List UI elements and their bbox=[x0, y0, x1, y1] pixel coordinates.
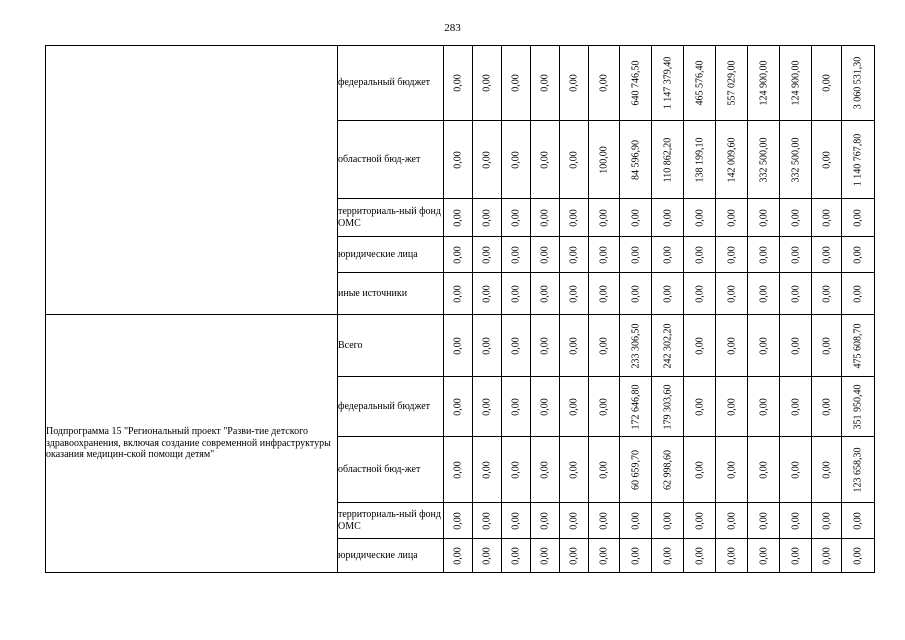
value-text: 60 659,70 bbox=[629, 449, 641, 490]
value-cell bbox=[531, 237, 560, 273]
value-text: 0,00 bbox=[820, 336, 832, 355]
value-cell bbox=[589, 46, 620, 121]
value-text: 0,00 bbox=[510, 150, 522, 169]
value-cell bbox=[502, 46, 531, 121]
value-text: 124 900,00 bbox=[757, 60, 769, 106]
funding-source-cell: Всего bbox=[338, 315, 444, 377]
value-text: 0,00 bbox=[598, 460, 610, 479]
value-text: 0,00 bbox=[789, 397, 801, 416]
value-text: 0,00 bbox=[725, 397, 737, 416]
value-cell bbox=[652, 503, 684, 539]
value-text: 0,00 bbox=[598, 511, 610, 530]
value-cell bbox=[812, 539, 842, 573]
value-text: 0,00 bbox=[452, 336, 464, 355]
value-text: 0,00 bbox=[757, 245, 769, 264]
value-cell bbox=[560, 315, 589, 377]
funding-source-cell: юридические лица bbox=[338, 237, 444, 273]
value-text: 0,00 bbox=[481, 284, 493, 303]
value-cell bbox=[780, 315, 812, 377]
value-cell bbox=[531, 377, 560, 437]
value-cell bbox=[780, 377, 812, 437]
value-text: 0,00 bbox=[481, 546, 493, 565]
value-text: 124 900,00 bbox=[789, 60, 801, 106]
value-cell bbox=[560, 237, 589, 273]
value-text: 0,00 bbox=[510, 336, 522, 355]
value-text: 233 306,50 bbox=[629, 323, 641, 368]
value-cell bbox=[620, 46, 652, 121]
value-text: 0,00 bbox=[481, 336, 493, 355]
value-text: 0,00 bbox=[693, 245, 705, 264]
value-cell bbox=[780, 46, 812, 121]
value-text: 0,00 bbox=[693, 397, 705, 416]
value-text: 0,00 bbox=[757, 511, 769, 530]
value-cell bbox=[716, 315, 748, 377]
value-text: 0,00 bbox=[452, 150, 464, 169]
funding-source-cell: территориаль-ный фонд ОМС bbox=[338, 199, 444, 237]
value-cell bbox=[473, 199, 502, 237]
value-text: 0,00 bbox=[452, 245, 464, 264]
value-text: 0,00 bbox=[598, 336, 610, 355]
value-text: 0,00 bbox=[481, 397, 493, 416]
value-text: 0,00 bbox=[452, 74, 464, 92]
value-text: 0,00 bbox=[598, 546, 610, 565]
value-text: 0,00 bbox=[510, 397, 522, 416]
value-cell bbox=[531, 539, 560, 573]
value-text: 0,00 bbox=[568, 511, 580, 530]
value-cell bbox=[652, 121, 684, 199]
funding-source-cell: иные источники bbox=[338, 273, 444, 315]
value-text: 0,00 bbox=[725, 460, 737, 479]
value-text: 110 862,20 bbox=[661, 137, 673, 182]
value-text: 0,00 bbox=[452, 208, 464, 227]
value-cell bbox=[589, 503, 620, 539]
value-text: 0,00 bbox=[629, 546, 641, 565]
value-text: 0,00 bbox=[481, 74, 493, 92]
value-cell bbox=[716, 437, 748, 503]
value-cell bbox=[842, 46, 875, 121]
value-text: 0,00 bbox=[820, 284, 832, 303]
program-name-cell bbox=[46, 46, 338, 315]
value-cell bbox=[620, 539, 652, 573]
value-text: 0,00 bbox=[820, 460, 832, 479]
value-cell bbox=[684, 46, 716, 121]
value-cell bbox=[531, 46, 560, 121]
value-text: 0,00 bbox=[539, 546, 551, 565]
value-text: 0,00 bbox=[725, 208, 737, 227]
value-text: 0,00 bbox=[820, 397, 832, 416]
value-text: 0,00 bbox=[598, 208, 610, 227]
value-cell bbox=[444, 121, 473, 199]
value-text: 0,00 bbox=[789, 284, 801, 303]
value-cell bbox=[748, 237, 780, 273]
value-cell bbox=[531, 315, 560, 377]
value-text: 0,00 bbox=[757, 460, 769, 479]
budget-table bbox=[45, 45, 875, 573]
value-cell bbox=[444, 503, 473, 539]
value-cell bbox=[748, 273, 780, 315]
value-text: 0,00 bbox=[725, 546, 737, 565]
value-text: 0,00 bbox=[693, 546, 705, 565]
value-text: 3 060 531,30 bbox=[852, 56, 864, 110]
value-cell bbox=[812, 199, 842, 237]
value-cell bbox=[748, 377, 780, 437]
value-text: 0,00 bbox=[789, 245, 801, 264]
value-text: 0,00 bbox=[629, 284, 641, 303]
value-cell bbox=[812, 273, 842, 315]
value-text: 0,00 bbox=[725, 245, 737, 264]
value-cell bbox=[652, 46, 684, 121]
value-text: 0,00 bbox=[820, 208, 832, 227]
value-text: 0,00 bbox=[820, 245, 832, 264]
value-cell bbox=[589, 315, 620, 377]
value-text: 0,00 bbox=[539, 208, 551, 227]
value-cell bbox=[684, 199, 716, 237]
value-text: 0,00 bbox=[757, 397, 769, 416]
value-text: 0,00 bbox=[693, 460, 705, 479]
value-text: 0,00 bbox=[693, 284, 705, 303]
budget-table-body bbox=[46, 46, 875, 573]
funding-source-cell: территориаль-ный фонд ОМС bbox=[338, 503, 444, 539]
value-cell bbox=[560, 503, 589, 539]
value-cell bbox=[502, 237, 531, 273]
value-text: 0,00 bbox=[820, 150, 832, 169]
value-cell bbox=[748, 121, 780, 199]
value-text: 0,00 bbox=[539, 511, 551, 530]
value-cell bbox=[716, 237, 748, 273]
value-cell bbox=[531, 503, 560, 539]
value-cell bbox=[780, 503, 812, 539]
value-cell bbox=[812, 377, 842, 437]
value-text: 0,00 bbox=[693, 511, 705, 530]
value-cell bbox=[812, 237, 842, 273]
value-text: 0,00 bbox=[568, 74, 580, 92]
value-cell bbox=[502, 121, 531, 199]
value-cell bbox=[560, 121, 589, 199]
value-cell bbox=[780, 437, 812, 503]
value-cell bbox=[652, 437, 684, 503]
value-cell bbox=[748, 199, 780, 237]
value-text: 0,00 bbox=[510, 284, 522, 303]
value-cell bbox=[589, 377, 620, 437]
value-cell bbox=[502, 503, 531, 539]
value-cell bbox=[652, 273, 684, 315]
value-cell bbox=[842, 199, 875, 237]
value-text: 0,00 bbox=[481, 511, 493, 530]
value-cell bbox=[716, 121, 748, 199]
value-cell bbox=[589, 121, 620, 199]
value-text: 0,00 bbox=[629, 511, 641, 530]
value-cell bbox=[444, 199, 473, 237]
value-text: 0,00 bbox=[539, 397, 551, 416]
value-text: 0,00 bbox=[539, 150, 551, 169]
value-text: 0,00 bbox=[629, 245, 641, 264]
value-text: 0,00 bbox=[452, 397, 464, 416]
value-cell bbox=[684, 437, 716, 503]
value-text: 332 500,00 bbox=[789, 137, 801, 182]
value-text: 0,00 bbox=[568, 284, 580, 303]
value-cell bbox=[684, 121, 716, 199]
value-cell bbox=[652, 237, 684, 273]
value-text: 0,00 bbox=[757, 284, 769, 303]
value-cell bbox=[444, 539, 473, 573]
value-cell bbox=[502, 377, 531, 437]
value-cell bbox=[716, 273, 748, 315]
value-text: 123 658,30 bbox=[852, 447, 864, 492]
value-cell bbox=[473, 273, 502, 315]
value-text: 0,00 bbox=[568, 397, 580, 416]
value-cell bbox=[502, 539, 531, 573]
value-text: 0,00 bbox=[452, 460, 464, 479]
value-cell bbox=[684, 237, 716, 273]
value-text: 0,00 bbox=[852, 284, 864, 303]
value-cell bbox=[589, 273, 620, 315]
value-cell bbox=[684, 273, 716, 315]
value-text: 0,00 bbox=[852, 511, 864, 530]
value-cell bbox=[589, 437, 620, 503]
value-text: 557 029,00 bbox=[725, 60, 737, 106]
value-text: 0,00 bbox=[789, 460, 801, 479]
value-text: 0,00 bbox=[510, 208, 522, 227]
value-text: 0,00 bbox=[481, 150, 493, 169]
value-cell bbox=[716, 377, 748, 437]
value-cell bbox=[444, 377, 473, 437]
value-cell bbox=[812, 315, 842, 377]
value-cell bbox=[716, 199, 748, 237]
value-cell bbox=[842, 273, 875, 315]
value-cell bbox=[531, 437, 560, 503]
program-name-cell: Подпрограмма 15 "Региональный проект "Разви-тие детского здравоохранения, включая создание современной инфраструктуры оказания медицин-ской помощи детям" bbox=[46, 315, 338, 573]
value-cell bbox=[620, 377, 652, 437]
value-text: 475 608,70 bbox=[852, 323, 864, 368]
value-cell bbox=[620, 199, 652, 237]
value-cell bbox=[842, 437, 875, 503]
value-cell bbox=[748, 315, 780, 377]
value-cell bbox=[842, 503, 875, 539]
value-cell bbox=[684, 539, 716, 573]
value-text: 0,00 bbox=[757, 208, 769, 227]
value-text: 465 576,40 bbox=[693, 60, 705, 106]
value-text: 0,00 bbox=[539, 460, 551, 479]
value-cell bbox=[684, 503, 716, 539]
value-cell bbox=[842, 237, 875, 273]
value-text: 0,00 bbox=[568, 245, 580, 264]
value-text: 0,00 bbox=[510, 74, 522, 92]
value-text: 142 009,60 bbox=[725, 137, 737, 182]
value-text: 0,00 bbox=[598, 397, 610, 416]
value-cell bbox=[560, 539, 589, 573]
value-text: 0,00 bbox=[661, 511, 673, 530]
value-cell bbox=[812, 46, 842, 121]
value-text: 0,00 bbox=[510, 245, 522, 264]
value-text: 0,00 bbox=[568, 150, 580, 169]
value-cell bbox=[716, 46, 748, 121]
value-text: 0,00 bbox=[789, 208, 801, 227]
value-text: 0,00 bbox=[539, 336, 551, 355]
value-text: 0,00 bbox=[789, 546, 801, 565]
page-number: 283 bbox=[444, 22, 461, 34]
value-text: 0,00 bbox=[852, 546, 864, 565]
value-text: 0,00 bbox=[568, 208, 580, 227]
value-cell bbox=[652, 539, 684, 573]
value-cell bbox=[444, 315, 473, 377]
funding-source-cell: областной бюд-жет bbox=[338, 121, 444, 199]
value-cell bbox=[780, 237, 812, 273]
value-cell bbox=[589, 199, 620, 237]
value-text: 179 303,60 bbox=[661, 384, 673, 429]
value-cell bbox=[531, 121, 560, 199]
value-text: 0,00 bbox=[510, 511, 522, 530]
value-text: 0,00 bbox=[539, 284, 551, 303]
value-cell bbox=[620, 121, 652, 199]
value-cell bbox=[716, 539, 748, 573]
value-text: 0,00 bbox=[661, 208, 673, 227]
value-text: 351 950,40 bbox=[852, 384, 864, 429]
value-text: 0,00 bbox=[629, 208, 641, 227]
value-text: 0,00 bbox=[539, 245, 551, 264]
value-text: 0,00 bbox=[452, 284, 464, 303]
value-cell bbox=[560, 46, 589, 121]
value-text: 0,00 bbox=[820, 546, 832, 565]
value-cell bbox=[748, 503, 780, 539]
value-text: 0,00 bbox=[481, 460, 493, 479]
value-text: 0,00 bbox=[852, 208, 864, 227]
value-text: 332 500,00 bbox=[757, 137, 769, 182]
value-text: 0,00 bbox=[661, 546, 673, 565]
value-cell bbox=[502, 437, 531, 503]
value-cell bbox=[444, 237, 473, 273]
value-cell bbox=[748, 437, 780, 503]
value-cell bbox=[652, 315, 684, 377]
value-cell bbox=[620, 273, 652, 315]
value-cell bbox=[780, 273, 812, 315]
value-cell bbox=[780, 539, 812, 573]
value-text: 0,00 bbox=[452, 511, 464, 530]
value-cell bbox=[531, 199, 560, 237]
value-text: 0,00 bbox=[568, 546, 580, 565]
value-cell bbox=[812, 437, 842, 503]
value-text: 0,00 bbox=[598, 284, 610, 303]
value-cell bbox=[620, 503, 652, 539]
value-cell bbox=[502, 273, 531, 315]
table-row bbox=[46, 315, 875, 377]
value-cell bbox=[473, 539, 502, 573]
value-text: 0,00 bbox=[757, 336, 769, 355]
value-cell bbox=[473, 46, 502, 121]
value-cell bbox=[684, 377, 716, 437]
value-cell bbox=[812, 503, 842, 539]
value-text: 0,00 bbox=[598, 245, 610, 264]
value-text: 0,00 bbox=[820, 511, 832, 530]
value-cell bbox=[560, 437, 589, 503]
value-cell bbox=[842, 377, 875, 437]
funding-source-cell: федеральный бюджет bbox=[338, 46, 444, 121]
value-text: 640 746,50 bbox=[629, 60, 641, 106]
value-text: 1 147 379,40 bbox=[661, 56, 673, 110]
value-cell bbox=[473, 237, 502, 273]
value-cell bbox=[502, 199, 531, 237]
value-cell bbox=[842, 539, 875, 573]
value-cell bbox=[473, 503, 502, 539]
value-cell bbox=[652, 199, 684, 237]
value-cell bbox=[560, 377, 589, 437]
value-cell bbox=[444, 46, 473, 121]
value-text: 0,00 bbox=[789, 336, 801, 355]
value-cell bbox=[473, 437, 502, 503]
value-cell bbox=[473, 121, 502, 199]
value-cell bbox=[780, 199, 812, 237]
value-cell bbox=[589, 237, 620, 273]
value-text: 0,00 bbox=[789, 511, 801, 530]
value-text: 0,00 bbox=[693, 336, 705, 355]
value-cell bbox=[560, 199, 589, 237]
value-text: 84 596,90 bbox=[629, 139, 641, 180]
funding-source-cell: федеральный бюджет bbox=[338, 377, 444, 437]
value-text: 0,00 bbox=[481, 208, 493, 227]
value-text: 0,00 bbox=[452, 546, 464, 565]
value-cell bbox=[684, 315, 716, 377]
value-text: 0,00 bbox=[481, 245, 493, 264]
value-text: 0,00 bbox=[757, 546, 769, 565]
value-text: 0,00 bbox=[661, 284, 673, 303]
value-cell bbox=[780, 121, 812, 199]
value-text: 0,00 bbox=[693, 208, 705, 227]
value-text: 0,00 bbox=[598, 74, 610, 92]
value-cell bbox=[473, 377, 502, 437]
value-text: 0,00 bbox=[820, 74, 832, 92]
value-cell bbox=[716, 503, 748, 539]
value-text: 0,00 bbox=[510, 546, 522, 565]
value-cell bbox=[473, 315, 502, 377]
value-text: 0,00 bbox=[725, 284, 737, 303]
value-text: 62 998,60 bbox=[661, 449, 673, 490]
value-text: 1 140 767,80 bbox=[852, 133, 864, 186]
value-cell bbox=[531, 273, 560, 315]
value-cell bbox=[748, 46, 780, 121]
table-row bbox=[46, 46, 875, 121]
funding-source-cell: юридические лица bbox=[338, 539, 444, 573]
value-text: 0,00 bbox=[725, 336, 737, 355]
value-text: 0,00 bbox=[661, 245, 673, 264]
value-cell bbox=[652, 377, 684, 437]
value-text: 242 302,20 bbox=[661, 323, 673, 368]
value-cell bbox=[620, 237, 652, 273]
value-cell bbox=[748, 539, 780, 573]
value-text: 172 646,80 bbox=[629, 384, 641, 429]
value-text: 0,00 bbox=[510, 460, 522, 479]
value-cell bbox=[502, 315, 531, 377]
value-text: 0,00 bbox=[852, 245, 864, 264]
value-cell bbox=[589, 539, 620, 573]
value-cell bbox=[444, 273, 473, 315]
value-text: 0,00 bbox=[568, 460, 580, 479]
value-text: 0,00 bbox=[725, 511, 737, 530]
value-cell bbox=[620, 437, 652, 503]
value-text: 0,00 bbox=[568, 336, 580, 355]
value-cell bbox=[560, 273, 589, 315]
value-cell bbox=[620, 315, 652, 377]
value-text: 138 199,10 bbox=[693, 137, 705, 182]
value-text: 100,00 bbox=[598, 145, 610, 174]
value-cell bbox=[444, 437, 473, 503]
funding-source-cell: областной бюд-жет bbox=[338, 437, 444, 503]
value-cell bbox=[842, 121, 875, 199]
value-text: 0,00 bbox=[539, 74, 551, 92]
value-cell bbox=[842, 315, 875, 377]
value-cell bbox=[812, 121, 842, 199]
